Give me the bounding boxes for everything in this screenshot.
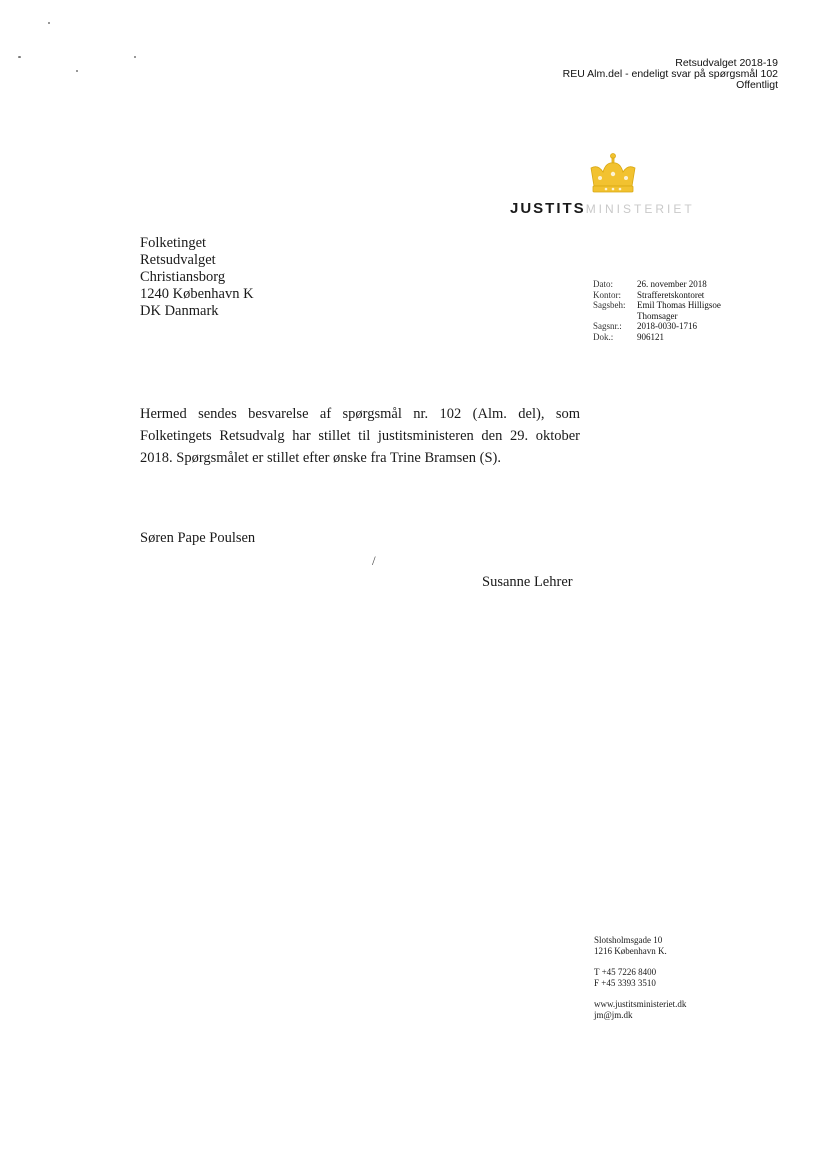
meta-case-number — [593, 321, 737, 332]
meta-label: Sagsnr.: — [593, 321, 622, 331]
scan-speck — [48, 22, 50, 24]
footer-fax: F +45 3393 3510 — [594, 978, 656, 988]
signature-slash: / — [372, 553, 376, 568]
meta-value: 26. november 2018 — [637, 279, 707, 289]
reference-subject: REU Alm.del - endeligt svar på spørgsmål 102 — [562, 68, 778, 80]
meta-date — [593, 279, 737, 290]
address-line: Christiansborg — [140, 269, 226, 285]
address-line: Retsudvalget — [140, 252, 216, 268]
document-reference — [563, 58, 778, 91]
signatory-minister: Søren Pape Poulsen — [140, 530, 256, 546]
ministry-contact — [594, 935, 686, 1021]
reference-committee: Retsudvalget 2018-19 — [675, 57, 778, 69]
meta-value: Strafferetskontoret — [637, 289, 705, 300]
footer-email: jm@jm.dk — [594, 1010, 633, 1020]
meta-value: 2018-0030-1716 — [637, 321, 697, 331]
ministry-logo — [510, 200, 695, 218]
footer-address-line: Slotsholmsgade 10 — [594, 935, 663, 945]
scan-speck — [134, 56, 136, 58]
footer-website: www.justitsministeriet.dk — [594, 999, 687, 1009]
logo-light-text: MINISTERIET — [585, 202, 695, 216]
meta-document — [593, 332, 737, 343]
scan-speck — [76, 70, 78, 72]
letter-body: Hermed sendes besvarelse af spørgsmål nr. 102 (Alm. del), som Folketingets Retsudvalg har stillet til justitsministeren den 29. oktober 2018. Spørgsmålet er stillet efter ønske fra Trine Bramsen (S). — [140, 406, 580, 466]
address-line: 1240 København K — [140, 286, 254, 302]
meta-value: 906121 — [637, 331, 664, 342]
meta-label: Dato: — [593, 279, 613, 289]
recipient-address — [140, 235, 254, 320]
footer-address-line: 1216 København K. — [594, 946, 667, 956]
signatory-official: Susanne Lehrer — [482, 574, 573, 590]
logo-strong-text: JUSTITS — [510, 200, 586, 217]
footer-phone: T +45 7226 8400 — [594, 967, 657, 977]
meta-office — [593, 290, 737, 301]
meta-label: Sagsbeh: — [593, 300, 626, 310]
meta-case-officer — [593, 300, 737, 321]
address-line: DK Danmark — [140, 303, 219, 319]
reference-status: Offentligt — [736, 79, 778, 91]
crown-icon — [588, 152, 638, 196]
address-line: Folketinget — [140, 235, 207, 251]
meta-label: Dok.: — [593, 331, 614, 342]
meta-label: Kontor: — [593, 289, 621, 300]
case-metadata — [593, 279, 737, 342]
scan-speck — [18, 56, 21, 58]
meta-value: Emil Thomas Hilligsoe Thomsager — [637, 300, 721, 321]
